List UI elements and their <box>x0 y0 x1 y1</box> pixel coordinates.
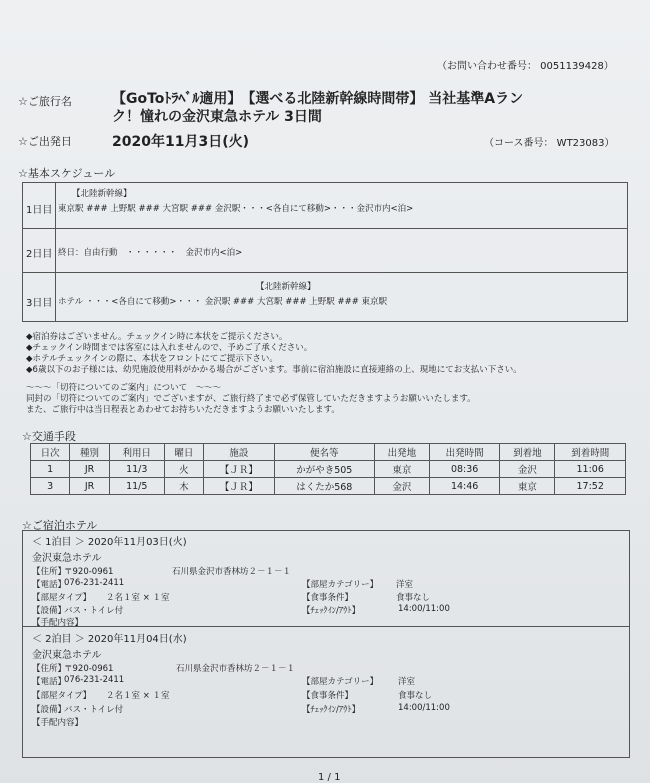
ticket-line: 同封の「切符についてのご案内」でございますが、ご旅行終了まで必ず保管していただきますようお願いいたします。 <box>26 394 476 404</box>
checkin: 14:00/11:00 <box>398 604 450 614</box>
hotel-name: 金沢東急ホテル <box>32 553 102 564</box>
room-category: 洋室 <box>398 677 416 687</box>
note-line: ◆宿泊券はございません。チェックイン時に本状をご提示ください。 <box>26 332 288 342</box>
cell: 11:06 <box>555 461 626 478</box>
phone-label: 【電話】 <box>32 580 67 590</box>
room-category-label: 【部屋カテゴリー】 <box>302 677 379 687</box>
ticket-line: ～～～「切符についてのご案内」について ～～～ <box>26 383 222 393</box>
address-label: 【住所】 <box>32 664 67 674</box>
cell: 金沢 <box>374 478 429 495</box>
cell: 11/3 <box>109 461 164 478</box>
divider <box>22 228 627 229</box>
room-type-label: 【部屋タイプ】 <box>32 691 92 701</box>
cell: 14:46 <box>429 478 500 495</box>
tour-name-line2: ク！憧れの金沢東急ホテル 3日間 <box>112 109 322 125</box>
day-text: 東京駅 ### 上野駅 ### 大宮駅 ### 金沢駅・・・<各自にて移動>・・・金沢市内<泊> <box>58 204 414 214</box>
cell: 【ＪＲ】 <box>204 478 275 495</box>
cell: 木 <box>164 478 203 495</box>
page-number: 1 / 1 <box>318 772 341 783</box>
col-header: 利用日 <box>109 444 164 461</box>
course-number: （コース番号： WT23083） <box>484 138 615 149</box>
arrangement-label: 【手配内容】 <box>32 718 84 728</box>
day-sub: 【北陸新幹線】 <box>72 189 132 199</box>
col-header: 到着時間 <box>555 444 626 461</box>
phone: 076-231-2411 <box>64 675 125 685</box>
note-line: ◆チェックイン時間までは客室には入れませんので、予めご了承ください。 <box>26 343 313 353</box>
address-label: 【住所】 <box>32 567 67 577</box>
departure-date: 2020年11月3日(火) <box>112 134 249 150</box>
divider <box>22 626 629 627</box>
day-label: 2日目 <box>26 249 53 260</box>
meal-label: 【食事条件】 <box>302 593 354 603</box>
cell: 08:36 <box>429 461 500 478</box>
tour-name-label: ☆ご旅行名 <box>18 95 72 108</box>
stay-night: ＜ 1泊目 ＞ 2020年11月03日(火) <box>32 537 187 548</box>
transport-table <box>30 443 626 495</box>
stay-night: ＜ 2泊目 ＞ 2020年11月04日(水) <box>32 634 187 645</box>
room-type: ２名１室 × １室 <box>106 593 170 603</box>
meal: 食事なし <box>398 691 433 701</box>
meal: 食事なし <box>396 593 431 603</box>
inquiry-number: （お問い合わせ番号： 0051139428） <box>437 61 614 72</box>
day-text: 終日：自由行動 ・・・・・・ 金沢市内<泊> <box>58 248 243 258</box>
equip: バス・トイレ付 <box>64 606 124 616</box>
arrangement-label: 【手配内容】 <box>32 618 84 628</box>
address: 石川県金沢市香林坊２－１－１ <box>172 567 292 577</box>
room-type: ２名１室 × １室 <box>106 691 170 701</box>
meal-label: 【食事条件】 <box>302 691 354 701</box>
day-sub: 【北陸新幹線】 <box>256 282 316 292</box>
phone-label: 【電話】 <box>32 677 67 687</box>
day-label: 1日目 <box>26 205 53 216</box>
col-header: 到着地 <box>500 444 555 461</box>
cell: かがやき505 <box>274 461 374 478</box>
schedule-title: ☆基本スケジュール <box>18 167 116 180</box>
equip: バス・トイレ付 <box>64 705 124 715</box>
ticket-line: また、ご旅行中は当日程表とあわせてお持ちいただきますようお願いいたします。 <box>26 405 340 415</box>
cell: 3 <box>31 478 70 495</box>
divider <box>22 272 627 273</box>
cell: 東京 <box>500 478 555 495</box>
room-category-label: 【部屋カテゴリー】 <box>302 580 379 590</box>
checkin-label: 【ﾁｪｯｸｲﾝ/ｱｳﾄ】 <box>302 606 361 616</box>
cell: 【ＪＲ】 <box>204 461 275 478</box>
col-header: 出発地 <box>374 444 429 461</box>
equip-label: 【設備】 <box>32 705 67 715</box>
room-category: 洋室 <box>396 580 414 590</box>
col-header: 種別 <box>70 444 109 461</box>
tour-name-line1: 【GoToﾄﾗﾍﾞﾙ適用】 【選べる北陸新幹線時間帯】 当社基準Aラン <box>112 91 524 107</box>
address: 石川県金沢市香林坊２－１－１ <box>176 664 296 674</box>
checkin: 14:00/11:00 <box>398 703 450 713</box>
note-line: ◆ホテルチェックインの際に、本状をフロントにてご提示下さい。 <box>26 354 278 364</box>
day-text: ホテル ・・・<各自にて移動>・・・ 金沢駅 ### 大宮駅 ### 上野駅 ### 東京駅 <box>58 297 388 307</box>
table-row <box>31 478 626 495</box>
col-header: 出発時間 <box>429 444 500 461</box>
checkin-label: 【ﾁｪｯｸｲﾝ/ｱｳﾄ】 <box>302 705 361 715</box>
cell: 東京 <box>374 461 429 478</box>
cell: 1 <box>31 461 70 478</box>
note-line: ◆6歳以下のお子様には、幼児施設使用料がかかる場合がございます。事前に宿泊施設に直接連絡の上、現地にてお支払い下さい。 <box>26 365 522 375</box>
cell: 金沢 <box>500 461 555 478</box>
divider <box>55 182 56 321</box>
cell: はくたか568 <box>274 478 374 495</box>
zip: 〒920-0961 <box>64 664 114 674</box>
col-header: 便名等 <box>274 444 374 461</box>
cell: 火 <box>164 461 203 478</box>
col-header: 日次 <box>31 444 70 461</box>
col-header: 曜日 <box>164 444 203 461</box>
cell: JR <box>70 461 109 478</box>
departure-label: ☆ご出発日 <box>18 135 72 148</box>
cell: 11/5 <box>109 478 164 495</box>
room-type-label: 【部屋タイプ】 <box>32 593 92 603</box>
cell: JR <box>70 478 109 495</box>
equip-label: 【設備】 <box>32 606 67 616</box>
hotel-title: ☆ご宿泊ホテル <box>22 519 98 532</box>
phone: 076-231-2411 <box>64 578 125 588</box>
transport-title: ☆交通手段 <box>22 430 76 443</box>
day-label: 3日目 <box>26 298 53 309</box>
col-header: 施設 <box>204 444 275 461</box>
table-header-row <box>31 444 626 461</box>
zip: 〒920-0961 <box>64 567 114 577</box>
hotel-name: 金沢東急ホテル <box>32 650 102 661</box>
table-row <box>31 461 626 478</box>
cell: 17:52 <box>555 478 626 495</box>
